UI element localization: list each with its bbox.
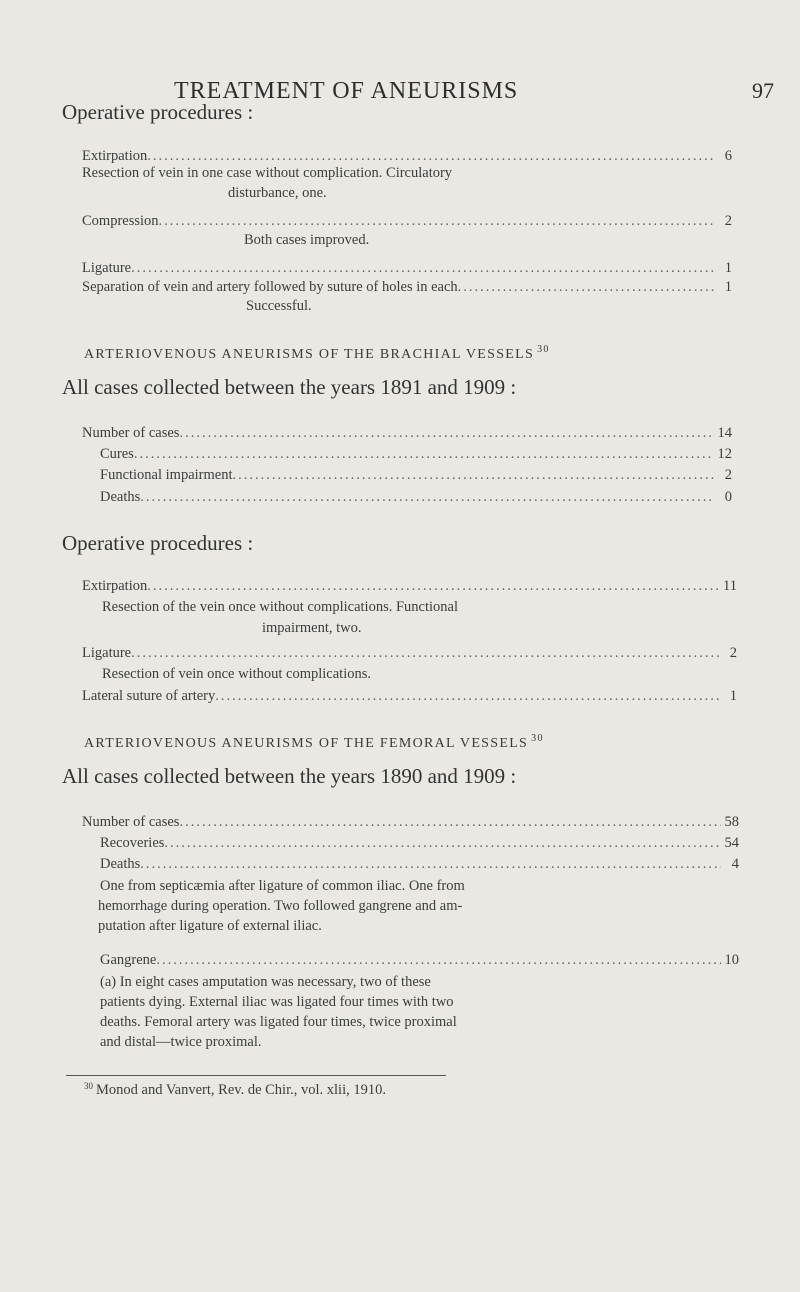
row-note: Both cases improved. <box>244 232 370 248</box>
row-value: 0 <box>724 489 732 505</box>
list-row <box>100 489 732 506</box>
section-caps-title <box>84 733 544 752</box>
list-row <box>82 279 732 296</box>
leader-dots <box>147 578 719 595</box>
row-note: impairment, two. <box>262 620 362 636</box>
row-label: Extirpation <box>82 578 148 594</box>
leader-dots <box>179 425 713 442</box>
row-label: Deaths <box>100 489 141 505</box>
row-value: 11 <box>723 578 737 594</box>
row-value: 1 <box>729 688 737 704</box>
leader-dots <box>458 279 714 296</box>
row-label: Deaths <box>100 856 141 872</box>
para-line: and distal—twice proximal. <box>100 1034 262 1050</box>
section-heading: All cases collected between the years 1890 and 1909 : <box>62 764 517 788</box>
leader-dots <box>131 260 714 277</box>
row-value: 1 <box>724 279 732 295</box>
list-row <box>100 952 739 969</box>
list-row <box>100 467 732 484</box>
list-row <box>82 260 732 277</box>
list-row <box>82 425 732 442</box>
leader-dots <box>134 446 714 463</box>
row-value: 14 <box>717 425 732 441</box>
list-row <box>82 814 739 831</box>
leader-dots <box>215 688 719 705</box>
row-value: 54 <box>724 835 739 851</box>
para-line: putation after ligature of external iliac. <box>98 918 322 934</box>
row-label: Number of cases <box>82 814 180 830</box>
row-label: Ligature <box>82 645 132 661</box>
row-note: Resection of vein once without complications. <box>102 666 371 682</box>
section-heading: Operative procedures : <box>62 531 254 555</box>
row-label: Extirpation <box>82 148 148 164</box>
section-heading: All cases collected between the years 1891 and 1909 : <box>62 375 517 399</box>
row-value: 2 <box>729 645 737 661</box>
leader-dots <box>140 489 714 506</box>
row-label: Cures <box>100 446 134 462</box>
leader-dots <box>164 835 720 852</box>
para-line: hemorrhage during operation. Two followed gangrene and am- <box>98 898 463 914</box>
list-row <box>100 856 739 873</box>
row-note: Successful. <box>246 298 312 314</box>
section-heading: Operative procedures : <box>62 100 254 124</box>
row-label: Lateral suture of artery <box>82 688 216 704</box>
row-note: disturbance, one. <box>228 185 327 201</box>
para-line: One from septicæmia after ligature of common iliac. One from <box>100 878 465 894</box>
leader-dots <box>179 814 720 831</box>
row-label: Compression <box>82 213 159 229</box>
row-label: Resection of vein in one case without complication. Circulatory <box>82 165 453 181</box>
footnote-marker: 30 <box>84 1081 93 1091</box>
row-value: 58 <box>724 814 739 830</box>
list-row <box>82 688 737 705</box>
footnote-ref: 30 <box>531 733 544 744</box>
para-line: (a) In eight cases amputation was necessary, two of these <box>100 974 431 990</box>
row-label: Ligature <box>82 260 132 276</box>
footnote <box>84 1082 386 1099</box>
list-row <box>82 165 452 182</box>
leader-dots <box>140 856 721 873</box>
list-row <box>100 446 732 463</box>
row-label: Separation of vein and artery followed by suture of holes in each <box>82 279 458 295</box>
row-value: 12 <box>717 446 732 462</box>
row-label: Number of cases <box>82 425 180 441</box>
row-label: Gangrene <box>100 952 157 968</box>
row-value: 10 <box>724 952 739 968</box>
footnote-ref: 30 <box>537 344 550 355</box>
para-line: patients dying. External iliac was ligated four times with two <box>100 994 454 1010</box>
row-value: 6 <box>724 148 732 164</box>
caps-title-text: ARTERIOVENOUS ANEURISMS OF THE BRACHIAL VESSELS <box>84 347 535 362</box>
leader-dots <box>233 467 715 484</box>
leader-dots <box>156 952 720 969</box>
list-row <box>82 645 737 662</box>
row-value: 2 <box>724 213 732 229</box>
list-row <box>82 148 732 165</box>
list-row <box>82 213 732 230</box>
leader-dots <box>159 213 714 230</box>
section-caps-title <box>84 344 550 363</box>
page-number: 97 <box>752 78 774 103</box>
footnote-divider <box>66 1075 446 1076</box>
list-row <box>82 578 737 595</box>
leader-dots <box>147 148 714 165</box>
list-row <box>100 835 739 852</box>
running-header: TREATMENT OF ANEURISMS <box>174 78 519 104</box>
caps-title-text: ARTERIOVENOUS ANEURISMS OF THE FEMORAL VESSELS <box>84 736 529 751</box>
footnote-text: Monod and Vanvert, Rev. de Chir., vol. xlii, 1910. <box>96 1082 386 1098</box>
row-value: 1 <box>724 260 732 276</box>
row-label: Functional impairment <box>100 467 233 483</box>
gangrene-paragraph <box>100 972 457 1052</box>
deaths-paragraph <box>100 876 465 936</box>
row-value: 4 <box>731 856 739 872</box>
row-note: Resection of the vein once without complications. Functional <box>102 599 458 615</box>
leader-dots <box>131 645 719 662</box>
row-label: Recoveries <box>100 835 165 851</box>
row-value: 2 <box>724 467 732 483</box>
para-line: deaths. Femoral artery was ligated four times, twice proximal <box>100 1014 457 1030</box>
